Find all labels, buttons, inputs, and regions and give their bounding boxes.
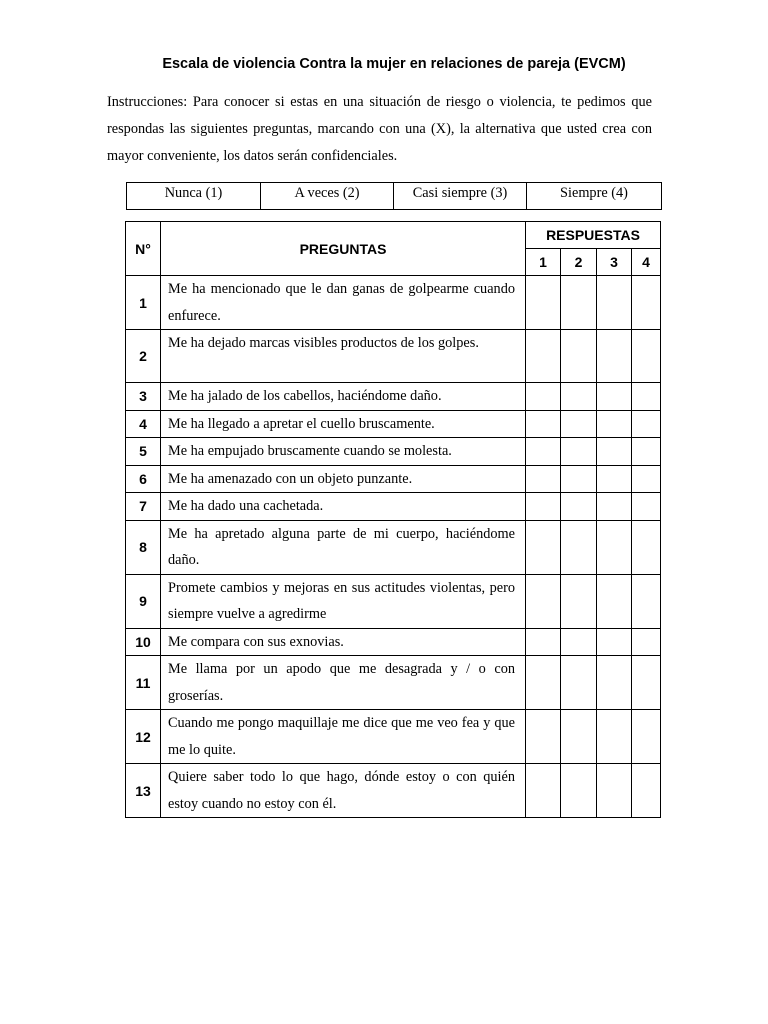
scale-legend-table — [126, 182, 662, 210]
question-number: 11 — [126, 656, 161, 710]
answer-cell-4[interactable] — [632, 438, 661, 466]
answer-option-header: 2 — [561, 249, 597, 276]
question-row — [126, 628, 661, 656]
question-text: Me ha dado una cachetada. — [161, 493, 526, 521]
question-text: Cuando me pongo maquillaje me dice que me veo fea y que me lo quite. — [161, 710, 526, 764]
answer-cell-1[interactable] — [526, 656, 561, 710]
question-row — [126, 276, 661, 330]
answer-cell-3[interactable] — [597, 330, 632, 383]
answer-cell-4[interactable] — [632, 628, 661, 656]
question-number: 7 — [126, 493, 161, 521]
answer-cell-4[interactable] — [632, 465, 661, 493]
answer-cell-4[interactable] — [632, 383, 661, 411]
question-text: Me ha jalado de los cabellos, haciéndome daño. — [161, 383, 526, 411]
answer-cell-1[interactable] — [526, 520, 561, 574]
page-title: Escala de violencia Contra la mujer en relaciones de pareja (EVCM) — [162, 56, 626, 72]
answer-cell-3[interactable] — [597, 438, 632, 466]
question-text: Promete cambios y mejoras en sus actitudes violentas, pero siempre vuelve a agredirme — [161, 574, 526, 628]
question-text: Me ha apretado alguna parte de mi cuerpo, haciéndome daño. — [161, 520, 526, 574]
scale-legend-row — [127, 183, 662, 210]
answer-cell-1[interactable] — [526, 493, 561, 521]
question-number: 8 — [126, 520, 161, 574]
column-header-answers: RESPUESTAS — [526, 222, 661, 249]
answer-cell-4[interactable] — [632, 330, 661, 383]
answer-cell-2[interactable] — [561, 383, 597, 411]
answer-cell-1[interactable] — [526, 276, 561, 330]
question-text: Me llama por un apodo que me desagrada y / o con groserías. — [161, 656, 526, 710]
answer-cell-1[interactable] — [526, 465, 561, 493]
answer-cell-3[interactable] — [597, 574, 632, 628]
answer-cell-3[interactable] — [597, 764, 632, 818]
question-number: 9 — [126, 574, 161, 628]
answer-cell-4[interactable] — [632, 520, 661, 574]
answer-cell-2[interactable] — [561, 764, 597, 818]
answer-cell-4[interactable] — [632, 276, 661, 330]
answer-cell-3[interactable] — [597, 628, 632, 656]
question-text: Me ha dejado marcas visibles productos de los golpes. — [161, 330, 526, 383]
answer-cell-4[interactable] — [632, 764, 661, 818]
answer-cell-3[interactable] — [597, 276, 632, 330]
answer-cell-3[interactable] — [597, 410, 632, 438]
scale-option-always: Siempre (4) — [527, 183, 662, 210]
column-header-number: N° — [126, 222, 161, 276]
question-row — [126, 383, 661, 411]
answer-cell-2[interactable] — [561, 574, 597, 628]
answer-cell-3[interactable] — [597, 520, 632, 574]
answer-cell-1[interactable] — [526, 383, 561, 411]
answer-cell-4[interactable] — [632, 656, 661, 710]
instructions-paragraph: Instrucciones: Para conocer si estas en una situación de riesgo o violencia, te pedimos que respondas las siguientes preguntas, marcando con una (X), la alternativa que usted crea con mayor conveniente, los datos serán confidenciales. — [107, 94, 652, 164]
question-text: Quiere saber todo lo que hago, dónde estoy o con quién estoy cuando no estoy con él. — [161, 764, 526, 818]
answer-cell-1[interactable] — [526, 438, 561, 466]
question-number: 4 — [126, 410, 161, 438]
question-number: 2 — [126, 330, 161, 383]
question-row — [126, 574, 661, 628]
scale-option-almost-always: Casi siempre (3) — [394, 183, 527, 210]
question-number: 6 — [126, 465, 161, 493]
answer-cell-1[interactable] — [526, 710, 561, 764]
answer-option-header: 4 — [632, 249, 661, 276]
answer-cell-2[interactable] — [561, 465, 597, 493]
question-text: Me ha empujado bruscamente cuando se molesta. — [161, 438, 526, 466]
question-row — [126, 656, 661, 710]
question-row — [126, 493, 661, 521]
question-number: 12 — [126, 710, 161, 764]
answer-cell-2[interactable] — [561, 656, 597, 710]
question-text: Me ha llegado a apretar el cuello bruscamente. — [161, 410, 526, 438]
answer-cell-2[interactable] — [561, 438, 597, 466]
question-row — [126, 764, 661, 818]
question-number: 3 — [126, 383, 161, 411]
answer-option-header: 3 — [597, 249, 632, 276]
answer-cell-4[interactable] — [632, 493, 661, 521]
question-text: Me compara con sus exnovias. — [161, 628, 526, 656]
scale-option-sometimes: A veces (2) — [261, 183, 394, 210]
answer-cell-2[interactable] — [561, 410, 597, 438]
question-number: 5 — [126, 438, 161, 466]
answer-cell-1[interactable] — [526, 574, 561, 628]
answer-cell-3[interactable] — [597, 656, 632, 710]
answer-cell-3[interactable] — [597, 465, 632, 493]
question-number: 10 — [126, 628, 161, 656]
question-row — [126, 438, 661, 466]
answer-cell-1[interactable] — [526, 330, 561, 383]
column-header-questions: PREGUNTAS — [161, 222, 526, 276]
answer-cell-2[interactable] — [561, 330, 597, 383]
answer-cell-2[interactable] — [561, 520, 597, 574]
answer-cell-1[interactable] — [526, 764, 561, 818]
answer-cell-4[interactable] — [632, 410, 661, 438]
question-number: 13 — [126, 764, 161, 818]
answer-cell-2[interactable] — [561, 628, 597, 656]
question-text: Me ha mencionado que le dan ganas de golpearme cuando enfurece. — [161, 276, 526, 330]
answer-cell-1[interactable] — [526, 628, 561, 656]
answer-cell-2[interactable] — [561, 276, 597, 330]
answer-cell-3[interactable] — [597, 493, 632, 521]
answer-cell-2[interactable] — [561, 710, 597, 764]
answer-cell-3[interactable] — [597, 383, 632, 411]
question-row — [126, 710, 661, 764]
question-row — [126, 465, 661, 493]
question-row — [126, 410, 661, 438]
answer-cell-1[interactable] — [526, 410, 561, 438]
questions-table — [125, 221, 661, 818]
question-row — [126, 330, 661, 383]
scale-option-never: Nunca (1) — [127, 183, 261, 210]
question-row — [126, 520, 661, 574]
answer-cell-3[interactable] — [597, 710, 632, 764]
answer-option-header: 1 — [526, 249, 561, 276]
question-text: Me ha amenazado con un objeto punzante. — [161, 465, 526, 493]
question-number: 1 — [126, 276, 161, 330]
answer-cell-2[interactable] — [561, 493, 597, 521]
answer-cell-4[interactable] — [632, 574, 661, 628]
answer-cell-4[interactable] — [632, 710, 661, 764]
